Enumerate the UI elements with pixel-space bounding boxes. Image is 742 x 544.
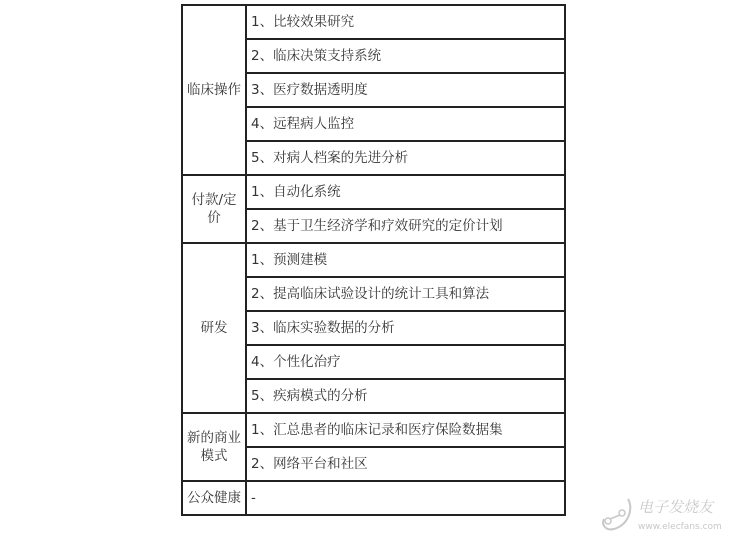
item-cell: 2、基于卫生经济学和疗效研究的定价计划 <box>246 209 565 243</box>
item-cell: 1、汇总患者的临床记录和医疗保险数据集 <box>246 413 565 447</box>
big-data-applications-table <box>181 4 566 516</box>
category-cell: 临床操作 <box>182 5 246 175</box>
category-cell: 公众健康 <box>182 481 246 515</box>
watermark-name: 电子发烧友 <box>638 498 714 516</box>
table-row <box>182 243 565 277</box>
watermark-url: www.elecfans.com <box>638 522 722 532</box>
table-row <box>182 5 565 39</box>
item-cell: 1、预测建模 <box>246 243 565 277</box>
item-cell: 2、临床决策支持系统 <box>246 39 565 73</box>
item-cell: 4、个性化治疗 <box>246 345 565 379</box>
table-row <box>182 413 565 447</box>
elecfans-logo-icon <box>598 495 636 535</box>
item-cell: 5、对病人档案的先进分析 <box>246 141 565 175</box>
category-cell: 付款/定价 <box>182 175 246 243</box>
table-row <box>182 175 565 209</box>
item-cell: 3、医疗数据透明度 <box>246 73 565 107</box>
item-cell: 2、提高临床试验设计的统计工具和算法 <box>246 277 565 311</box>
item-cell: - <box>246 481 565 515</box>
item-cell: 1、比较效果研究 <box>246 5 565 39</box>
item-cell: 2、网络平台和社区 <box>246 447 565 481</box>
category-cell: 新的商业模式 <box>182 413 246 481</box>
item-cell: 4、远程病人监控 <box>246 107 565 141</box>
watermark <box>598 490 742 540</box>
item-cell: 3、临床实验数据的分析 <box>246 311 565 345</box>
item-cell: 5、疾病模式的分析 <box>246 379 565 413</box>
category-cell: 研发 <box>182 243 246 413</box>
watermark-text <box>638 497 722 533</box>
item-cell: 1、自动化系统 <box>246 175 565 209</box>
table-row <box>182 481 565 515</box>
